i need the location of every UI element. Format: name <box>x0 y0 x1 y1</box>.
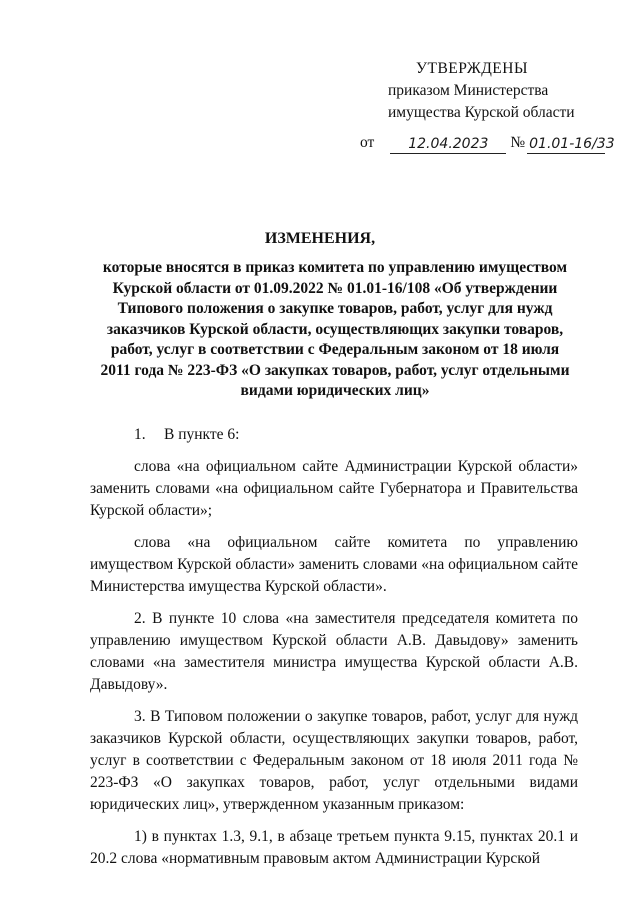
approval-block <box>360 58 615 154</box>
item-1-paragraph-b: слова «на официальном сайте комитета по управлению имуществом Курской области» заменить словами «на официальном сайте Министерства имущества Курской области». <box>90 534 578 595</box>
item-3-subitem-1: 1) в пунктах 1.3, 9.1, в абзаце третьем пункта 9.15, пунктах 20.1 и 20.2 слова «нормативным правовым актом Администрации Курской <box>90 828 578 867</box>
item-1-number: 1. <box>134 426 146 443</box>
handwritten-date: 12.04.2023 <box>390 135 506 154</box>
document-title: ИЗМЕНЕНИЯ, <box>264 230 376 247</box>
document-body <box>90 424 578 870</box>
number-sign: № <box>510 134 526 151</box>
handwritten-order-number: 01.01-16/33 <box>529 136 615 152</box>
document-subtitle: которые вносятся в приказ комитета по управлению имуществом Курской области от 01.09.2022 № 01.01-16/108 «Об утверждении Типового положения о закупке товаров, работ, услуг для нужд заказчиков Курской области, осуществляющих закупки товаров, работ, услуг в соответствии с Федеральным законом от 18 июля 2011 года № 223-ФЗ «О закупках товаров, работ, услуг отдельными видами юридических лиц» <box>100 259 570 399</box>
order-reference <box>360 132 615 154</box>
item-2: 2. В пункте 10 слова «на заместителя председателя комитета по управлению имуществом Курской области А.В. Давыдову» заменить словами «на заместителя министра имущества Курской области А.В. Давыдову». <box>90 610 578 693</box>
from-label: от <box>360 134 375 151</box>
item-1 <box>90 424 578 446</box>
approval-line-1: приказом Министерства <box>388 82 549 99</box>
item-1-paragraph-a: слова «на официальном сайте Администрации Курской области» заменить словами «на официальном сайте Губернатора и Правительства Курской области»; <box>90 458 578 519</box>
item-1-text: В пункте 6: <box>164 426 240 443</box>
approval-line-2: имущества Курской области <box>388 104 575 121</box>
approval-heading: УТВЕРЖДЕНЫ <box>416 60 528 77</box>
item-3: 3. В Типовом положении о закупке товаров, работ, услуг для нужд заказчиков Курской области, осуществляющих закупки товаров, работ, услуг в соответствии с Федеральным законом от 18 июля 2011 года № 223-ФЗ «О закупках товаров, работ, услуг отдельными видами юридических лиц», утвержденном указанным приказом: <box>90 708 578 813</box>
